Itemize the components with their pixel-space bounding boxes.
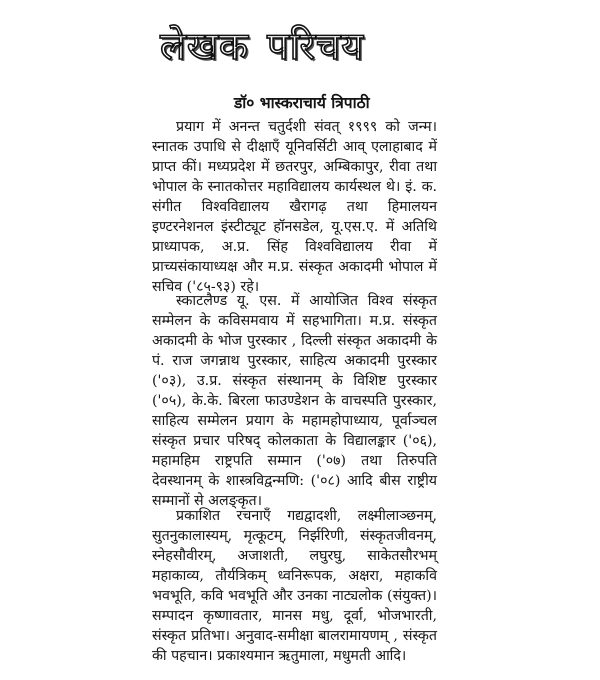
paragraph-biography: प्रयाग में अनन्त चतुर्दशी संवत् १९९९ को जन्म। स्नातक उपाधि से दीक्षाएँ यूनिवर्सिटी आव् एलाहाबाद में प्राप्त कीं। मध्यप्रदेश में छतरपुर, अम्बिकापुर, रीवा तथा भोपाल के स्नातकोत्तर महाविद्यालय कार्यस्थल थे। इं. क. संगीत विश्वविद्यालय खैरागढ़ तथा हिमालयन इण्टरनेशनल इंस्टीट्यूट हॉनसडेल, यू.एस.ए. में अतिथि प्राध्यापक, अ.प्र. सिंह विश्वविद्यालय रीवा में प्राच्यसंकायाध्यक्ष और म.प्र. संस्कृत अकादमी भोपाल में सचिव ('८५-९३) रहे। [152,119,437,295]
paragraph-publications: प्रकाशित रचनाएँ गद्यद्वादशी, लक्ष्मीलाञ्छनम्, सुतनुकालास्यम्, मृत्कूटम्, निर्झरिणी, संस्कृतजीवनम्, स्नेहसौवीरम्, अजाशती, लघुरघु, साकेतसौरभम् महाकाव्य, तौर्यत्रिकम् ध्वनिरूपक, अक्षरा, महाकवि भवभूति, कवि भवभूति और उनका नाट्यलोक (संयुक्त)। सम्पादन कृष्णावतार, मानस मधु, दूर्वा, भोजभारती, संस्कृत प्रतिभा। अनुवाद-समीक्षा बालरामायणम् , संस्कृत की पहचान। प्रकाश्यमान ऋतुमाला, मधुमती आदि। [152,508,437,664]
author-name: डॉ० भास्कराचार्य त्रिपाठी [234,93,370,112]
heading-word-author: लेखक [160,24,250,68]
paragraph-awards: स्काटलैण्ड यू. एस. में आयोजित विश्व संस्कृत सम्मेलन के कविसमवाय में सहभागिता। म.प्र. संस्कृत अकादमी के भोज पुरस्कार , दिल्ली संस्कृत अकादमी के पं. राज जगन्नाथ पुरस्कार, साहित्य अकादमी पुरस्कार ('०३), उ.प्र. संस्कृत संस्थानम् के विशिष्ट पुरस्कार ('०५), के.के. बिरला फाउण्डेशन के वाचस्पति पुरस्कार, साहित्य सम्मेलन प्रयाग के महामहोपाध्याय, पूर्वाञ्चल संस्कृत प्रचार परिषद् कोलकाता के विद्यालङ्कार ('०६), महामहिम राष्ट्रपति सम्मान ('०७) तथा तिरुपति देवस्थानम् के शास्त्रविद्वन्मणि: ('०८) आदि बीस राष्ट्रीय सम्मानों से अलङ्कृत। [152,293,437,509]
page-heading [160,16,450,76]
heading-word-introduction: परिचय [267,24,365,68]
